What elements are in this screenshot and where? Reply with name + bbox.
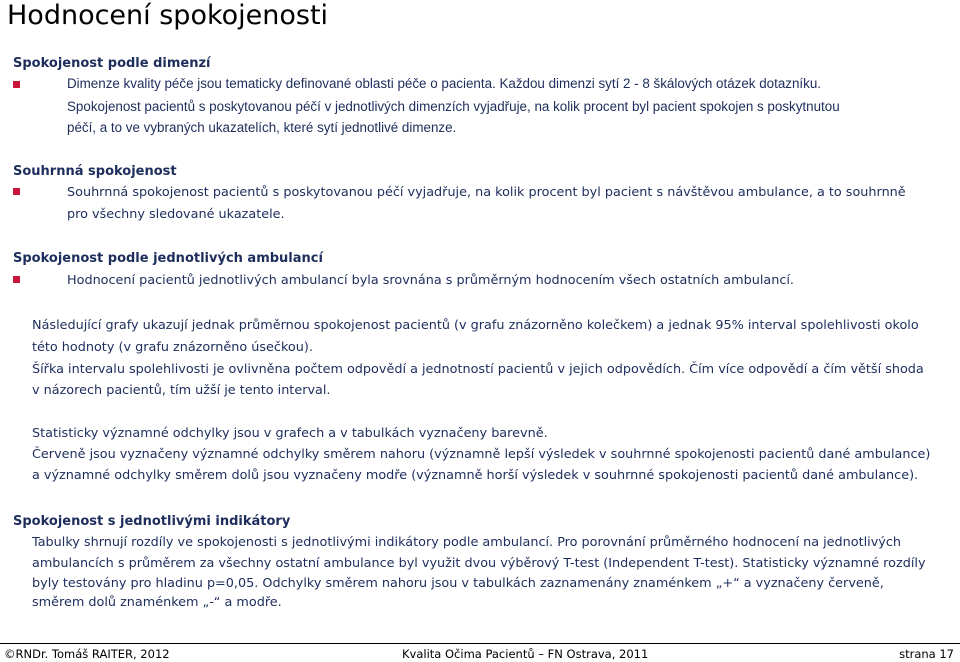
bullet-text: Hodnocení pacientů jednotlivých ambulancí byla srovnána s průměrným hodnocením všech ostatních ambulancí. — [67, 273, 794, 288]
bullet-text: péčí, a to ve vybraných ukazatelích, které sytí jednotlivé dimenze. — [67, 120, 457, 135]
bullet-text: pro všechny sledované ukazatele. — [67, 207, 285, 222]
footer-center-title: Kvalita Očima Pacientů – FN Ostrava, 2011 — [402, 647, 649, 661]
paragraph-line: byly testovány pro hladinu p=0,05. Odchylky směrem nahoru jsou v tabulkách zaznamenány znaménkem „+“ a vyznačeny červeně, — [32, 576, 884, 591]
paragraph-line: této hodnoty (v grafu znázorněno úsečkou). — [32, 340, 313, 355]
footer-divider — [0, 643, 960, 644]
section-heading-souhrnna: Souhrnná spokojenost — [13, 164, 177, 179]
section-heading-ambulance: Spokojenost podle jednotlivých ambulancí — [13, 251, 323, 266]
bullet-text: Spokojenost pacientů s poskytovanou péčí v jednotlivých dimenzích vyjadřuje, na kolik procent byl pacient spokojen s poskytnutou — [67, 99, 840, 114]
bullet-marker — [13, 81, 20, 88]
paragraph-line: ambulancích s průměrem za všechny ostatní ambulance byl využit dvou výběrový T-test (Independent T-test). Statisticky významné rozdíly — [32, 556, 926, 571]
paragraph-line: Červeně jsou vyznačeny významné odchylky směrem nahoru (významně lepší výsledek v souhrnné spokojenosti pacientů dané ambulance) — [32, 447, 931, 462]
paragraph-line: Následující grafy ukazují jednak průměrnou spokojenost pacientů (v grafu znázorněno kolečkem) a jednak 95% interval spolehlivosti okolo — [32, 318, 919, 333]
paragraph-line: v názorech pacientů, tím užší je tento interval. — [32, 383, 331, 398]
section-heading-indikatory: Spokojenost s jednotlivými indikátory — [13, 514, 291, 529]
paragraph-line: a významné odchylky směrem dolů jsou vyznačeny modře (významně horší výsledek v souhrnné spokojenosti pacientů dané ambulance). — [32, 468, 919, 483]
page-title: Hodnocení spokojenosti — [7, 0, 329, 31]
paragraph-line: Statisticky významné odchylky jsou v grafech a v tabulkách vyznačeny barevně. — [32, 426, 548, 441]
paragraph-line: směrem dolů znaménkem „-“ a modře. — [32, 595, 282, 610]
bullet-text: Souhrnná spokojenost pacientů s poskytovanou péčí vyjadřuje, na kolik procent byl pacient s návštěvou ambulance, a to souhrnně — [67, 185, 906, 200]
bullet-text: Dimenze kvality péče jsou tematicky definované oblasti péče o pacienta. Každou dimenzi sytí 2 - 8 škálových otázek dotazníku. — [67, 76, 821, 91]
paragraph-line: Tabulky shrnují rozdíly ve spokojenosti s jednotlivými indikátory podle ambulancí. Pro porovnání průměrného hodnocení na jednotlivých — [32, 535, 902, 550]
footer-page-number: strana 17 — [899, 647, 954, 661]
paragraph-line: Šířka intervalu spolehlivosti je ovlivněna počtem odpovědí a jednotností pacientů v jejich odpovědích. Čím více odpovědí a čím větší shoda — [32, 362, 924, 377]
section-heading-dimenze: Spokojenost podle dimenzí — [13, 56, 211, 71]
bullet-marker — [13, 188, 20, 195]
bullet-marker — [13, 276, 20, 283]
footer-copyright: ©RNDr. Tomáš RAITER, 2012 — [4, 647, 170, 661]
